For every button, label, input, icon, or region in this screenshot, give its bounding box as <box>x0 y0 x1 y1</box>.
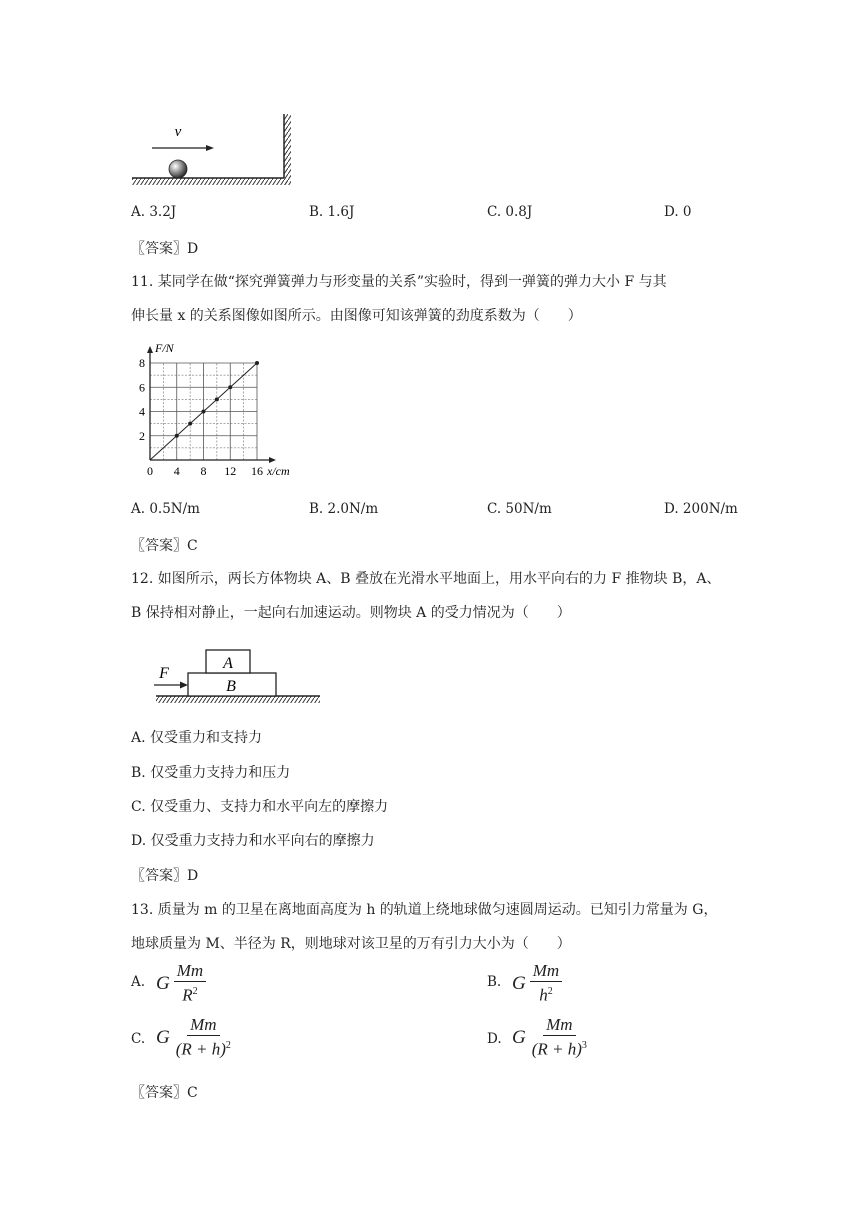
x-tick-label: 0 <box>147 464 153 478</box>
force-arrowhead <box>180 682 188 689</box>
velocity-arrowhead <box>206 145 214 151</box>
q13-stem-line2: 地球质量为 M、半径为 R，则地球对该卫星的万有引力大小为（ ） <box>131 936 571 952</box>
y-axis-label: F/N <box>155 341 174 355</box>
q13-answer: 〖答案〗C <box>131 1085 198 1101</box>
y-tick-label: 4 <box>139 404 145 419</box>
velocity-label: v <box>174 124 182 140</box>
x-axis-label: x/cm <box>267 464 290 478</box>
block-a-label: A <box>223 655 233 672</box>
x-tick-label: 12 <box>224 464 237 478</box>
q10-answer: 〖答案〗D <box>131 241 199 257</box>
q11-stem-line2: 伸长量 x 的关系图像如图所示。由图像可知该弹簧的劲度系数为（ ） <box>131 308 582 324</box>
q13-option-a-formula[interactable]: G $\frac{Mm}{R^2}$ <box>156 962 206 1006</box>
q11-answer: 〖答案〗C <box>131 538 198 554</box>
data-point <box>228 385 232 389</box>
q13-option-b-label[interactable]: B. <box>487 974 502 990</box>
spring-force-chart <box>134 340 306 482</box>
q13-option-c-formula[interactable]: G $\frac{Mm}{(R + h)^2}$ <box>156 1015 231 1059</box>
x-axis-arrowhead <box>269 457 276 463</box>
q11-stem-line1: 11. 某同学在做“探究弹簧弹力与形变量的关系”实验时，得到一弹簧的弹力大小 F 与其 <box>131 274 667 290</box>
data-point <box>255 361 259 365</box>
q12-answer: 〖答案〗D <box>131 868 199 884</box>
q12-option-a[interactable]: A. 仅受重力和支持力 <box>131 730 263 746</box>
x-tick-label: 16 <box>251 464 263 478</box>
q11-option-d[interactable]: D. 200N/m <box>664 501 738 517</box>
wall-hatch <box>284 114 291 185</box>
floor-hatch <box>156 696 320 703</box>
ground-hatch <box>132 178 288 185</box>
stacked-blocks-figure <box>146 644 324 706</box>
force-label: F <box>159 665 169 682</box>
data-point <box>175 434 179 438</box>
q11-option-b[interactable]: B. 2.0N/m <box>309 501 379 517</box>
x-tick-label: 4 <box>173 464 180 478</box>
q13-option-a-label[interactable]: A. <box>131 974 146 990</box>
y-tick-label: 2 <box>139 428 145 443</box>
q12-option-c[interactable]: C. 仅受重力、支持力和水平向左的摩擦力 <box>131 799 389 815</box>
q13-option-c-label[interactable]: C. <box>131 1031 146 1047</box>
q13-option-d-label[interactable]: D. <box>487 1031 502 1047</box>
q10-option-b[interactable]: B. 1.6J <box>309 204 355 220</box>
x-tick-label: 8 <box>200 464 207 478</box>
y-axis-arrowhead <box>147 346 153 353</box>
q11-option-c[interactable]: C. 50N/m <box>487 501 552 517</box>
y-tick-label: 6 <box>139 380 145 395</box>
q13-stem-line1: 13. 质量为 m 的卫星在离地面高度为 h 的轨道上绕地球做匀速圆周运动。已知引力常量为 G， <box>131 902 718 918</box>
q12-stem-line1: 12. 如图所示，两长方体物块 A、B 叠放在光滑水平地面上，用水平向右的力 F 推物块 B，A、 <box>131 571 721 587</box>
data-point <box>215 397 219 401</box>
ball <box>169 160 187 178</box>
q12-option-d[interactable]: D. 仅受重力支持力和水平向右的摩擦力 <box>131 833 375 849</box>
y-tick-label: 8 <box>139 356 145 370</box>
data-point <box>202 410 206 414</box>
block-b-label: B <box>226 678 236 695</box>
q11-option-a[interactable]: A. 0.5N/m <box>131 501 200 517</box>
data-point <box>188 422 192 426</box>
q10-option-a[interactable]: A. 3.2J <box>131 204 177 220</box>
q13-option-b-formula[interactable]: G $\frac{Mm}{h^2}$ <box>512 962 562 1006</box>
q10-option-d[interactable]: D. 0 <box>664 204 692 220</box>
q10-option-c[interactable]: C. 0.8J <box>487 204 533 220</box>
q12-stem-line2: B 保持相对静止，一起向右加速运动。则物块 A 的受力情况为（ ） <box>131 605 571 621</box>
ball-wall-figure <box>128 108 296 190</box>
q13-option-d-formula[interactable]: G $\frac{Mm}{(R + h)^3}$ <box>512 1015 587 1059</box>
q12-option-b[interactable]: B. 仅受重力支持力和压力 <box>131 765 291 781</box>
